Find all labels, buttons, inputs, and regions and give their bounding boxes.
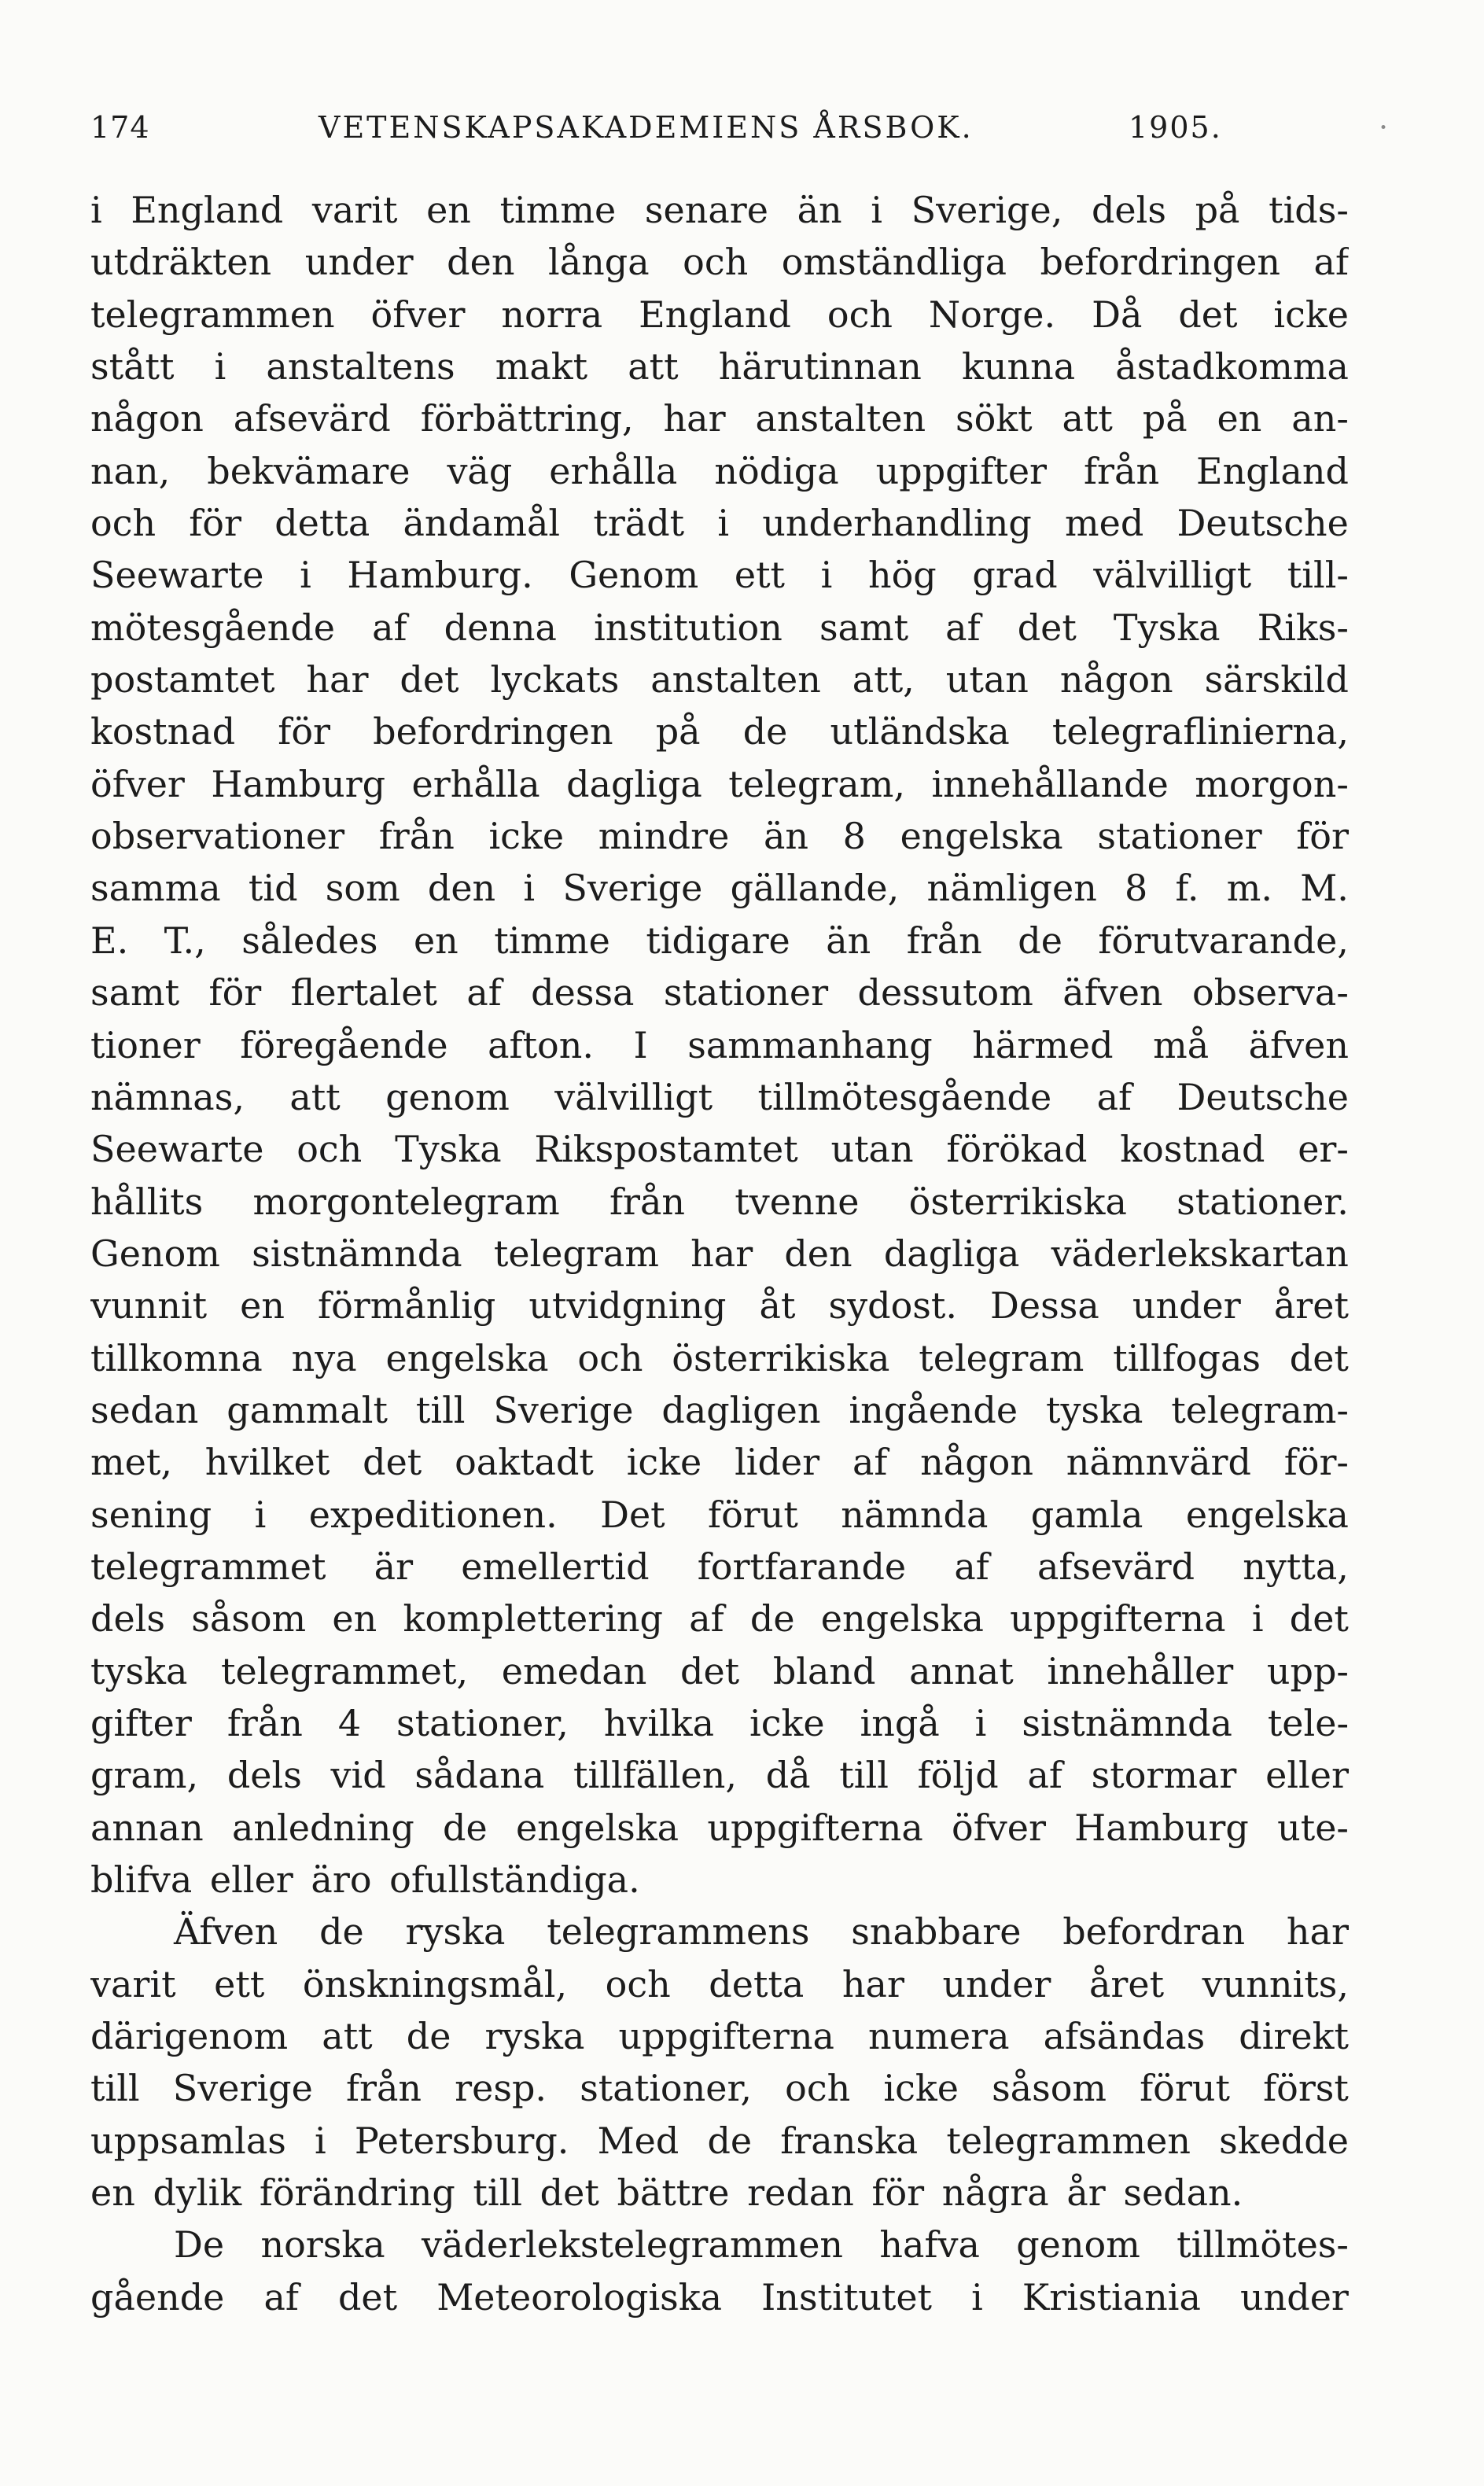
text-line: hållits morgontelegram från tvenne österrikiska stationer. <box>90 1180 1349 1223</box>
text-line: kostnad för befordringen på de utländska telegraflinierna, <box>90 710 1349 753</box>
text-line: samt för flertalet af dessa stationer dessutom äfven observa- <box>90 971 1349 1015</box>
text-line: nan, bekvämare väg erhålla nödiga uppgifter från England <box>90 449 1349 492</box>
text-line: Äfven de ryska telegrammens snabbare befordran har <box>174 1910 1349 1954</box>
text-line: E. T., således en timme tidigare än från de förutvarande, <box>90 919 1349 962</box>
text-line: mötesgående af denna institution samt af det Tyska Riks- <box>90 606 1349 649</box>
text-line: tyska telegrammet, emedan det bland annat innehåller upp- <box>90 1649 1349 1692</box>
text-line: nämnas, att genom välvilligt tillmötesgående af Deutsche <box>90 1075 1349 1118</box>
text-line: blifva eller äro ofullständiga. <box>90 1858 640 1901</box>
text-line: postamtet har det lyckats anstalten att, utan någon särskild <box>90 658 1349 702</box>
text-line: dels såsom en komplettering af de engelska uppgifterna i det <box>90 1597 1349 1641</box>
text-line: samma tid som den i Sverige gällande, nämligen 8 f. m. M. <box>90 867 1349 910</box>
text-line: observationer från icke mindre än 8 engelska stationer för <box>90 815 1349 858</box>
text-line: Genom sistnämnda telegram har den dagliga väderlekskartan <box>90 1232 1349 1275</box>
text-line: met, hvilket det oaktadt icke lider af någon nämnvärd för- <box>90 1441 1349 1484</box>
text-line: uppsamlas i Petersburg. Med de franska telegrammen skedde <box>90 2119 1349 2162</box>
text-line: därigenom att de ryska uppgifterna numera afsändas direkt <box>90 2015 1349 2058</box>
text-line: Seewarte i Hamburg. Genom ett i hög grad välvilligt till- <box>90 554 1349 597</box>
text-line: varit ett önskningsmål, och detta har under året vunnits, <box>90 1962 1349 2005</box>
text-line: gående af det Meteorologiska Institutet i Kristiania under <box>90 2275 1349 2318</box>
text-line: sening i expeditionen. Det förut nämnda gamla engelska <box>90 1493 1349 1536</box>
text-line: till Sverige från resp. stationer, och icke såsom förut först <box>90 2067 1349 2110</box>
page-header <box>90 104 1390 151</box>
text-line: och för detta ändamål trädt i underhandling med Deutsche <box>90 502 1349 545</box>
text-line: öfver Hamburg erhålla dagliga telegram, innehållande morgon- <box>90 762 1349 805</box>
print-mark: · <box>1379 110 1390 145</box>
text-line: stått i anstaltens makt att härutinnan kunna åstadkomma <box>90 345 1349 389</box>
text-line: telegrammen öfver norra England och Norge. Då det icke <box>90 293 1349 336</box>
text-line: sedan gammalt till Sverige dagligen ingående tyska telegram- <box>90 1388 1349 1431</box>
text-line: gifter från 4 stationer, hvilka icke ingå i sistnämnda tele- <box>90 1701 1349 1744</box>
body-text <box>90 184 1349 2323</box>
text-line: Seewarte och Tyska Rikspostamtet utan förökad kostnad er- <box>90 1128 1349 1171</box>
text-line: gram, dels vid sådana tillfällen, då till följd af stormar eller <box>90 1754 1349 1797</box>
text-line: utdräkten under den långa och omständliga befordringen af <box>90 241 1349 284</box>
text-line: annan anledning de engelska uppgifterna öfver Hamburg ute- <box>90 1806 1349 1849</box>
header-year: 1905. <box>1129 110 1222 145</box>
text-line: De norska väderlekstelegrammen hafva genom tillmötes- <box>174 2223 1349 2267</box>
text-line: telegrammet är emellertid fortfarande af afsevärd nytta, <box>90 1545 1349 1588</box>
text-line: tillkomna nya engelska och österrikiska telegram tillfogas det <box>90 1336 1349 1379</box>
text-line: tioner föregående afton. I sammanhang härmed må äfven <box>90 1023 1349 1066</box>
text-line: i England varit en timme senare än i Sverige, dels på tids- <box>90 189 1349 231</box>
text-line: en dylik förändring till det bättre redan för några år sedan. <box>90 2171 1243 2215</box>
page-number: 174 <box>90 110 150 145</box>
text-line: någon afsevärd förbättring, har anstalten sökt att på en an- <box>90 397 1349 440</box>
text-line: vunnit en förmånlig utvidgning åt sydost. Dessa under året <box>90 1284 1349 1328</box>
running-title: VETENSKAPSAKADEMIENS ÅRSBOK. <box>319 110 974 145</box>
